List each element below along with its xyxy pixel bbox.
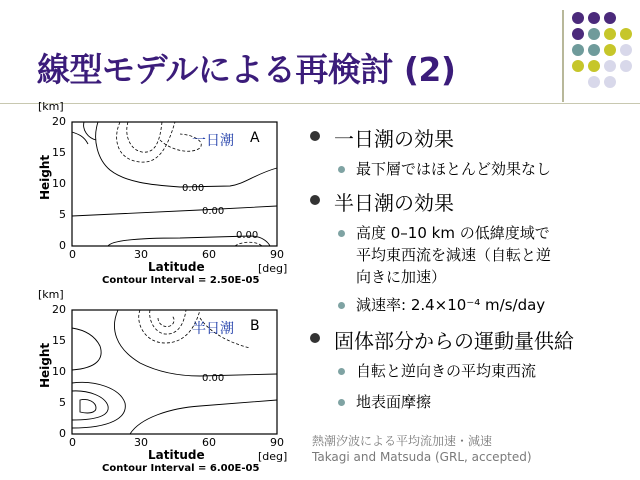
x-unit-label: [deg] <box>258 262 288 275</box>
contour-line <box>130 400 277 434</box>
contour-line <box>158 316 174 327</box>
contour-line <box>150 310 186 334</box>
sub-bullet-marker <box>338 302 345 309</box>
y-tick: 20 <box>52 115 66 128</box>
contour-line <box>84 122 96 140</box>
bullet-item: 固体部分からの運動量供給 <box>334 329 574 353</box>
decor-dot <box>588 28 600 40</box>
contour-line <box>127 122 162 152</box>
decor-dot <box>588 76 600 88</box>
x-tick: 90 <box>270 436 284 449</box>
sub-bullet-marker <box>338 230 345 237</box>
contour-line <box>80 399 96 412</box>
bullet-item: 半日潮の効果 <box>334 191 454 215</box>
decor-dot <box>604 44 616 56</box>
contour-label: 0.00 <box>236 230 259 241</box>
decor-dot <box>588 60 600 72</box>
decor-dot <box>572 60 584 72</box>
contour-line <box>117 122 175 162</box>
decor-dot <box>620 60 632 72</box>
contour-line <box>72 391 108 420</box>
decor-vertical-line <box>562 10 564 102</box>
sub-bullet-item: 減速率: 2.4×10⁻⁴ m/s/day <box>356 296 546 314</box>
x-tick: 0 <box>69 436 76 449</box>
slide-title: 線型モデルによる再検討 (2) <box>37 50 456 89</box>
plot-frame <box>72 122 277 246</box>
decor-dot <box>572 12 584 24</box>
sub-bullet-item: 地表面摩擦 <box>356 393 432 411</box>
x-tick: 60 <box>202 248 216 261</box>
contour-interval: Contour Interval = 6.00E-05 <box>102 463 260 474</box>
tide-label: 一日潮 <box>192 133 234 149</box>
y-axis-label: Height <box>38 154 52 200</box>
sub-bullet-item: 最下層ではほとんど効果なし <box>356 160 552 178</box>
x-tick: 90 <box>270 248 284 261</box>
decor-dot <box>620 28 632 40</box>
y-unit-label: [km] <box>38 100 64 113</box>
y-tick: 5 <box>59 396 66 409</box>
contour-interval: Contour Interval = 2.50E-05 <box>102 275 260 286</box>
sub-bullet-marker <box>338 166 345 173</box>
sub-bullet-item-cont: 平均東西流を減速（自転と逆 <box>356 246 552 264</box>
bullet-item: 一日潮の効果 <box>334 127 454 151</box>
sub-bullet-marker <box>338 399 345 406</box>
x-axis-label: Latitude <box>148 260 205 274</box>
y-tick: 15 <box>52 334 66 347</box>
x-tick: 0 <box>69 248 76 261</box>
sub-bullet-marker <box>338 368 345 375</box>
x-unit-label: [deg] <box>258 450 288 463</box>
x-tick: 30 <box>134 436 148 449</box>
x-tick: 30 <box>134 248 148 261</box>
sub-bullet-item-cont: 向きに加速） <box>356 268 447 286</box>
contour-line <box>72 328 101 370</box>
sub-bullet-item: 自転と逆向きの平均東西流 <box>356 362 537 380</box>
decor-dot <box>572 44 584 56</box>
bullet-marker <box>310 131 320 141</box>
contour-line <box>72 206 277 216</box>
decor-dot <box>604 12 616 24</box>
decor-dot <box>572 28 584 40</box>
decor-dot <box>588 44 600 56</box>
panel-label: A <box>250 130 260 146</box>
y-tick: 20 <box>52 303 66 316</box>
decor-dot <box>604 76 616 88</box>
x-axis-label: Latitude <box>148 448 205 462</box>
bullet-marker <box>310 333 320 343</box>
contour-plot-b-svg <box>0 288 300 468</box>
y-tick: 10 <box>52 365 66 378</box>
contour-plot-b <box>0 288 300 474</box>
contour-line <box>72 132 88 144</box>
contour-label: 0.00 <box>182 183 205 194</box>
y-tick: 10 <box>52 177 66 190</box>
contour-plot-a-svg <box>0 100 300 280</box>
contour-plot-a <box>0 100 300 286</box>
decor-dot <box>604 28 616 40</box>
y-tick: 0 <box>59 427 66 440</box>
y-axis-label: Height <box>38 342 52 388</box>
reference-line-1: 熱潮汐波による平均流加速・減速 <box>312 434 493 448</box>
bullet-marker <box>310 195 320 205</box>
y-unit-label: [km] <box>38 288 64 301</box>
contour-label: 0.00 <box>202 206 225 217</box>
decor-dot <box>620 44 632 56</box>
y-tick: 0 <box>59 239 66 252</box>
y-tick: 5 <box>59 208 66 221</box>
sub-bullet-item: 高度 0–10 km の低緯度域で <box>356 224 550 242</box>
y-tick: 15 <box>52 146 66 159</box>
decor-dot <box>604 60 616 72</box>
decor-dot <box>588 12 600 24</box>
tide-label: 半日潮 <box>192 321 234 337</box>
panel-label: B <box>250 318 260 334</box>
contour-label: 0.00 <box>202 373 225 384</box>
reference-line-2: Takagi and Matsuda (GRL, accepted) <box>312 450 532 464</box>
x-tick: 60 <box>202 436 216 449</box>
